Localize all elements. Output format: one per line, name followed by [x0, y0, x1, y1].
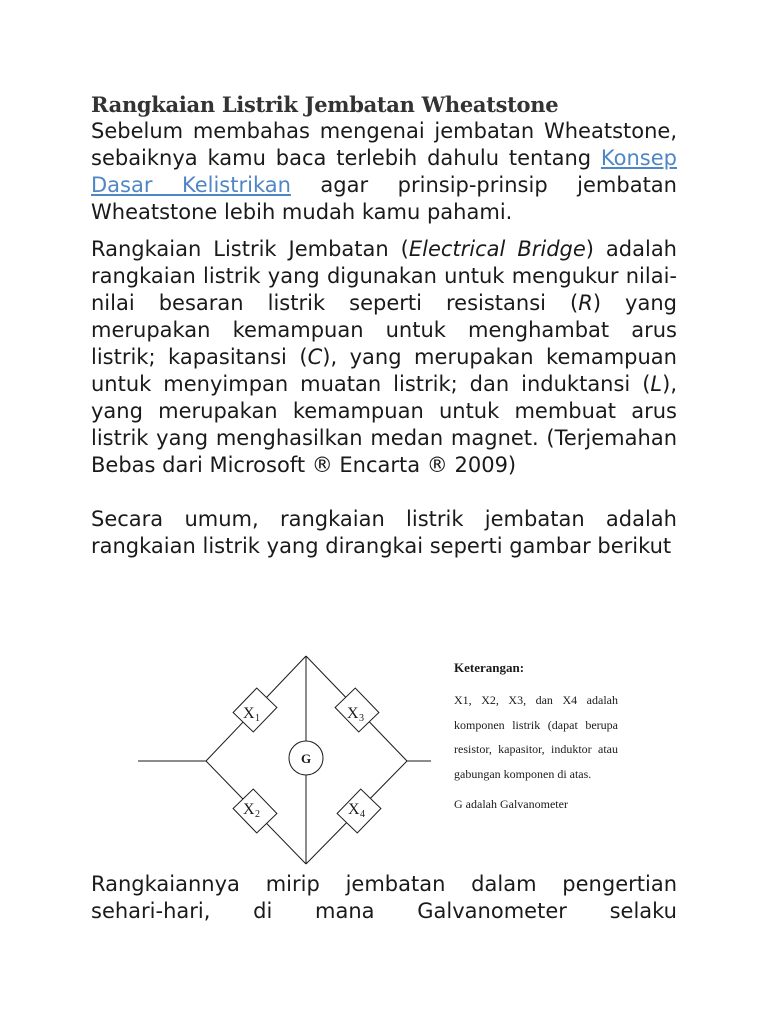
paragraph-intro	[91, 118, 677, 226]
definition-text-2: ) adalah rangkaian listrik yang digunakan untuk mengukur nilai-nilai besaran listrik seperti resistansi (	[91, 237, 677, 315]
paragraph-analogy: Rangkaiannya mirip jembatan dalam pengertian sehari-hari, di mana Galvanometer selaku	[91, 872, 677, 923]
component-x4-label: X	[348, 801, 360, 818]
intro-text-before-link: Sebelum membahas mengenai jembatan Wheatstone, sebaiknya kamu baca terlebih dahulu tentang	[91, 119, 677, 170]
legend-title: Keterangan:	[454, 660, 525, 675]
intro-text-after-link: agar prinsip-prinsip jembatan Wheatstone lebih mudah kamu pahami.	[91, 173, 677, 224]
galvanometer-label: G	[300, 751, 312, 766]
component-x4-sub: 4	[360, 809, 365, 820]
definition-text-4: ), yang merupakan kemampuan untuk menyimpan muatan listrik; dan induktansi (	[91, 345, 677, 396]
component-x1-sub: 1	[255, 713, 260, 724]
component-x4	[337, 789, 381, 833]
page-title: Rangkaian Listrik Jembatan Wheatstone	[91, 92, 559, 117]
legend-description: X1, X2, X3, dan X4 adalah komponen listrik (dapat berupa resistor, kapasitor, induktor atau gabungan komponen di atas.	[454, 693, 618, 781]
definition-term-electrical-bridge: Electrical Bridge	[408, 237, 586, 261]
component-x2-label: X	[243, 801, 255, 818]
definition-text-5: ), yang merupakan kemampuan untuk membuat arus listrik yang menghasilkan medan magnet. (Terjemahan Bebas dari Microsoft ® Encarta ® 2009)	[91, 372, 677, 477]
component-x2-sub: 2	[255, 809, 260, 820]
definition-symbol-r: R	[578, 291, 593, 315]
component-x3-label: X	[347, 705, 359, 722]
article-continuation	[91, 871, 677, 925]
galvanometer	[289, 741, 323, 775]
konsep-dasar-kelistrikan-link[interactable]: Konsep Dasar Kelistrikan	[91, 146, 677, 197]
component-x3-sub: 3	[359, 713, 364, 724]
article-body	[91, 88, 677, 560]
wheatstone-figure	[135, 650, 635, 870]
definition-text-3: ) yang merupakan kemampuan untuk menghambat arus listrik; kapasitansi (	[91, 291, 677, 369]
legend-galvanometer-note: G adalah Galvanometer	[454, 797, 568, 811]
definition-text-1: Rangkaian Listrik Jembatan (	[91, 237, 409, 261]
wheatstone-bridge-diagram	[135, 650, 435, 870]
paragraph-definition	[91, 236, 677, 479]
definition-symbol-l: L	[650, 372, 663, 396]
definition-symbol-c: C	[307, 345, 323, 369]
paragraph-general: Secara umum, rangkaian listrik jembatan adalah rangkaian listrik yang dirangkai seperti gambar berikut	[91, 507, 677, 558]
figure-legend	[454, 660, 618, 812]
component-x1-label: X	[243, 705, 255, 722]
